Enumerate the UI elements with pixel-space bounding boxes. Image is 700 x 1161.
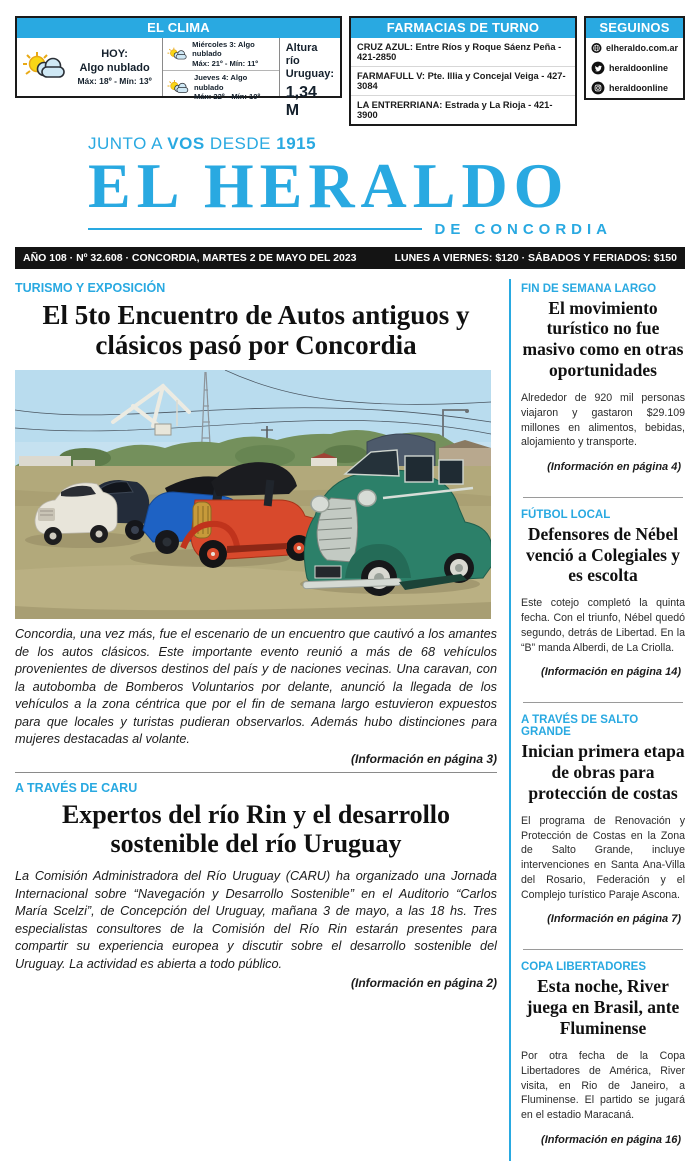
tagline-desde: DESDE <box>209 134 271 153</box>
social-box <box>584 16 685 100</box>
weather-today <box>17 38 162 96</box>
globe-icon <box>591 41 602 55</box>
sidebar-headline: El movimiento turístico no fue masivo como en otras oportunidades <box>522 297 684 380</box>
river-level <box>279 38 340 119</box>
sidebar-divider <box>523 497 683 498</box>
sidebar-page-ref: (Información en página 7) <box>547 913 681 926</box>
sidebar-page-ref: (Información en página 14) <box>541 666 681 679</box>
pharmacy-item: CRUZ AZUL: Entre Ríos y Roque Sáenz Peña - 421-2850 <box>351 38 575 67</box>
social-label: heraldoonline <box>609 63 669 73</box>
river-level-value: 1,34 M <box>285 83 317 119</box>
forecast-text <box>192 40 275 68</box>
forecast-row-wednesday <box>163 38 279 71</box>
pharmacy-item: FARMAFULL V: Pte. Illia y Concejal Veiga - 427-3084 <box>351 67 575 96</box>
sidebar-headline: Esta noche, River juega en Brasil, ante Fluminense <box>526 976 680 1038</box>
article-divider <box>15 772 497 773</box>
social-label: elheraldo.com.ar <box>605 43 678 53</box>
sidebar-article-futbol <box>521 505 685 693</box>
pharmacies-title: FARMACIAS DE TURNO <box>351 18 575 38</box>
river-level-label: Altura río Uruguay: <box>285 42 334 81</box>
social-title: SEGUINOS <box>586 18 683 38</box>
sidebar-body: Alrededor de 920 mil personas viajaron y gastaron $29.109 millones en alimentos, bebidas, alojamiento y transporte. <box>521 391 685 449</box>
sidebar-kicker: A TRAVÉS DE SALTO GRANDE <box>521 714 639 739</box>
lead-body: Concordia, una vez más, fue el escenario de un encuentro que cautivó a los amantes de los autos clásicos. Este importante evento reunió a más de 68 vehículos provenientes de diversos destinos del país y de naciones vecinas. Una caravan, con la autobomba de Bomberos Voluntarios por delante, anunció la llegada de los vehículos a la zona céntrica que por el fin de semana largo estuvieron expuestos para que locales y turistas pudieran observarlos. Además hubo distinciones para mujeres destacadas al volante. <box>15 627 497 747</box>
sun-cloud-icon <box>22 51 68 83</box>
second-body: La Comisión Administradora del Río Uruguay (CARU) ha organizado una Jornada Internacional sobre “Navegación y Desarrollo Sostenible” en el Auditorio “Carlos María Scelzi”, de Concepción del Uruguay, mañana 3 de mayo, a las 18 hs. Tres especialistas consultores de la Comisión del Río Rin estarán presentes para compartir su experiencia europea y discutir sobre el desarrollo sostenible del Uruguay. La actividad es abierta a todo público. <box>15 869 497 971</box>
subtitle-rule <box>88 228 422 230</box>
weather-today-text <box>72 48 157 85</box>
sun-cloud-icon <box>167 46 188 63</box>
sidebar-page-ref: (Información en página 4) <box>547 460 681 473</box>
sidebar-body: Este cotejo completó la quinta fecha. Con el triunfo, Nébel quedó segundo, detrás de Libertad. En la “B” manda Alberdi, de La Criolla. <box>521 597 685 654</box>
forecast-row-thursday <box>163 71 279 103</box>
lead-headline: El 5to Encuentro de Autos antiguos y clásicos pasó por Concordia <box>42 299 470 361</box>
tagline-year: 1915 <box>276 134 317 153</box>
weather-today-label: HOY: <box>101 48 128 61</box>
newspaper-subtitle: DE CONCORDIA <box>434 220 612 238</box>
masthead-subtitle-row <box>88 221 612 238</box>
weather-title: EL CLIMA <box>17 18 340 38</box>
tagline-junto: JUNTO A <box>88 134 163 153</box>
lead-kicker: TURISMO Y EXPOSICIÓN <box>15 280 166 295</box>
sidebar-body: Por otra fecha de la Copa Libertadores de América, River visita, en Rio de Janeiro, a Fluminense. El partido se jugará en el estadio Maracaná. <box>521 1049 685 1122</box>
main-column <box>15 279 509 1161</box>
newspaper-front-page <box>15 0 685 1161</box>
weather-today-condition: Algo nublado <box>79 61 150 74</box>
lead-photo <box>15 370 491 619</box>
social-item-twitter <box>586 58 683 78</box>
social-label: heraldoonline <box>609 83 669 93</box>
sidebar-divider <box>523 702 683 703</box>
weather-forecast <box>162 38 279 102</box>
weather-body <box>17 38 340 119</box>
second-article <box>15 781 497 990</box>
weather-today-minmax: Máx: 18º - Mín: 13º <box>77 75 152 86</box>
newspaper-title: EL HERALDO <box>88 150 570 221</box>
sidebar-column <box>509 279 685 1161</box>
forecast-text <box>194 73 275 101</box>
forecast-minmax: Máx: 21º - Mín: 11º <box>192 58 259 68</box>
social-item-web <box>586 38 683 58</box>
sidebar-article-turismo <box>521 279 685 488</box>
sidebar-headline: Inician primera etapa de obras para protección de costas <box>521 741 685 803</box>
tagline-vos: VOS <box>167 134 205 153</box>
lead-article <box>15 281 497 766</box>
sidebar-page-ref: (Información en página 16) <box>541 1133 681 1146</box>
social-item-instagram <box>586 78 683 98</box>
sidebar-kicker: COPA LIBERTADORES <box>521 961 647 974</box>
forecast-minmax: Máx: 22º - Mín: 10º <box>193 92 261 102</box>
dateline-bar <box>15 247 685 269</box>
top-info-bar <box>15 16 685 126</box>
sun-cloud-icon <box>167 79 190 96</box>
lead-page-ref: (Información en página 3) <box>350 751 497 766</box>
price-info: LUNES A VIERNES: $120 · SÁBADOS Y FERIADOS: $150 <box>394 251 677 264</box>
instagram-icon <box>591 81 605 95</box>
sidebar-article-libertadores <box>521 957 685 1160</box>
sidebar-body: El programa de Renovación y Protección de Costas en la Zona de Salto Grande, incluye intervenciones en Santa Ana-Villa del Rosario, Federación y el Complejo turístico Paraje Ascona. <box>521 814 685 901</box>
forecast-day: Miércoles 3: Algo nublado <box>192 40 255 59</box>
pharmacy-item: LA ENTRERRIANA: Estrada y La Rioja - 421-3900 <box>357 100 553 120</box>
forecast-day: Jueves 4: Algo nublado <box>193 73 248 92</box>
sidebar-kicker: FIN DE SEMANA LARGO <box>521 282 657 295</box>
twitter-icon <box>591 61 605 75</box>
content-area <box>15 279 685 1161</box>
masthead <box>88 134 612 238</box>
sidebar-divider <box>523 949 683 950</box>
edition-info: AÑO 108 · Nº 32.608 · CONCORDIA, MARTES 2 DE MAYO DEL 2023 <box>23 251 357 264</box>
pharmacies-box <box>349 16 577 126</box>
second-headline: Expertos del río Rin y el desarrollo sostenible del río Uruguay <box>61 799 451 858</box>
second-page-ref: (Información en página 2) <box>350 976 497 991</box>
sidebar-headline: Defensores de Nébel venció a Colegiales y es escolta <box>525 523 681 586</box>
sidebar-kicker: FÚTBOL LOCAL <box>521 508 611 521</box>
sidebar-article-salto-grande <box>521 710 685 940</box>
second-kicker: A TRAVÉS DE CARU <box>15 780 138 795</box>
weather-box <box>15 16 342 119</box>
